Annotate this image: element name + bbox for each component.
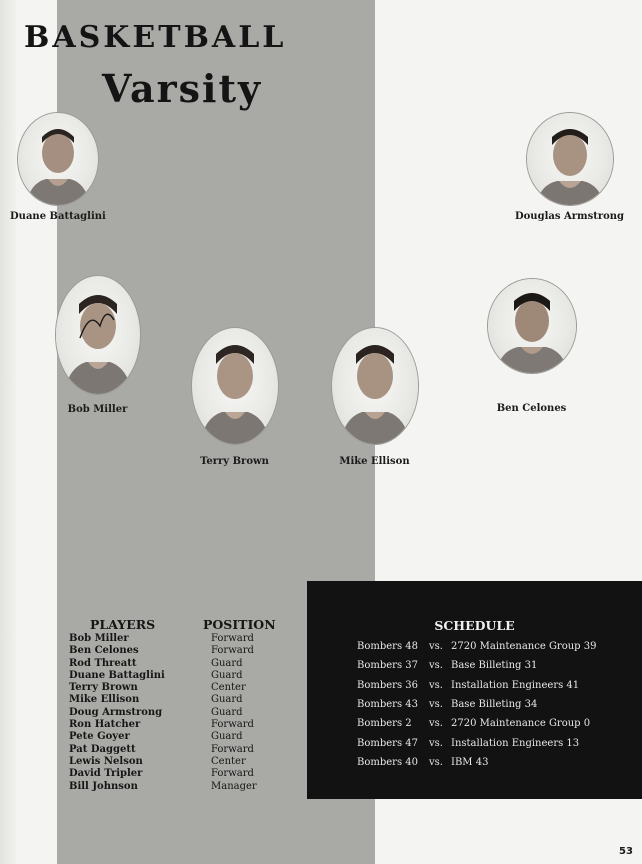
portrait-image xyxy=(527,113,613,205)
game-vs: vs. xyxy=(429,680,443,691)
game-opponent: Installation Engineers 13 xyxy=(451,738,580,749)
game-home-score: Bombers 47 xyxy=(357,738,418,749)
roster-player-position: Forward xyxy=(211,719,254,731)
portrait-figure xyxy=(56,276,140,394)
roster-player-position: Guard xyxy=(211,669,243,681)
player-name: Terry Brown xyxy=(200,456,269,467)
player-name: Bob Miller xyxy=(67,404,128,415)
roster-player-position: Manager xyxy=(211,780,257,792)
roster-player-name: Lewis Nelson xyxy=(69,755,143,767)
game-home-score: Bombers 48 xyxy=(357,641,418,652)
roster-player-name: Ben Celones xyxy=(69,645,139,657)
schedule-game xyxy=(357,660,537,671)
player-name: Mike Ellison xyxy=(339,456,410,467)
roster-player-position: Forward xyxy=(211,633,254,644)
game-opponent: 2720 Maintenance Group 0 xyxy=(451,718,591,729)
roster-player-position: Guard xyxy=(211,706,243,718)
schedule-game xyxy=(357,680,579,691)
game-vs: vs. xyxy=(429,757,443,768)
schedule-game xyxy=(357,757,488,768)
game-home-score: Bombers 37 xyxy=(357,660,418,671)
game-opponent: IBM 43 xyxy=(451,757,489,768)
roster-player-position: Center xyxy=(211,755,246,767)
players-header: PLAYERS xyxy=(90,617,156,632)
player-name: Douglas Armstrong xyxy=(514,211,625,222)
schedule-game xyxy=(357,641,596,652)
game-opponent: Installation Engineers 41 xyxy=(451,680,580,691)
game-vs: vs. xyxy=(429,738,443,749)
roster-player-name: David Tripler xyxy=(69,768,143,780)
roster-player-name: Duane Battaglini xyxy=(69,669,165,681)
game-home-score: Bombers 43 xyxy=(357,699,418,710)
player-photo-ben-celones xyxy=(484,279,579,414)
game-vs: vs. xyxy=(429,718,443,729)
game-vs: vs. xyxy=(429,699,443,710)
portrait-figure xyxy=(18,113,98,205)
roster-player-name: Rod Threatt xyxy=(69,657,137,669)
game-home-score: Bombers 40 xyxy=(357,757,418,768)
roster-player-name: Mike Ellison xyxy=(69,694,140,706)
game-home-score: Bombers 2 xyxy=(357,718,412,729)
roster-player-name: Pat Daggett xyxy=(69,743,136,755)
portrait-figure xyxy=(488,279,576,373)
schedule-panel xyxy=(307,581,642,799)
player-names-column xyxy=(69,633,165,793)
player-positions-column xyxy=(211,633,257,793)
schedule-game xyxy=(357,738,579,749)
portrait-image xyxy=(488,279,576,373)
game-opponent: Base Billeting 34 xyxy=(451,699,538,710)
page-subtitle: Varsity xyxy=(102,66,263,111)
roster-player-position: Guard xyxy=(211,657,243,669)
schedule-title: SCHEDULE xyxy=(434,618,515,633)
roster-player-name: Bob Miller xyxy=(69,633,129,644)
game-opponent: 2720 Maintenance Group 39 xyxy=(451,641,597,652)
game-vs: vs. xyxy=(429,641,443,652)
portrait-figure xyxy=(527,113,613,205)
player-photo-mike-ellison xyxy=(327,328,422,467)
portrait-figure xyxy=(332,328,418,444)
portrait-image xyxy=(18,113,98,205)
roster-player-name: Pete Goyer xyxy=(69,731,130,743)
roster-player-name: Terry Brown xyxy=(69,682,138,694)
roster-player-name: Bill Johnson xyxy=(69,780,138,792)
player-name: Ben Celones xyxy=(496,403,567,414)
player-photo-bob-miller xyxy=(50,276,145,415)
player-photo-douglas-armstrong xyxy=(512,113,627,222)
roster-player-position: Center xyxy=(211,682,246,694)
page-title: BASKETBALL xyxy=(24,20,287,55)
schedule-game xyxy=(357,699,537,710)
roster-player-position: Forward xyxy=(211,645,254,657)
portrait-image xyxy=(56,276,140,394)
schedule-game xyxy=(357,718,590,729)
roster-player-position: Guard xyxy=(211,731,243,743)
portrait-figure xyxy=(192,328,278,444)
roster-player-position: Guard xyxy=(211,694,243,706)
roster-player-name: Ron Hatcher xyxy=(69,719,141,731)
page-number: 53 xyxy=(619,846,633,857)
player-photo-terry-brown xyxy=(187,328,282,467)
roster-player-position: Forward xyxy=(211,743,254,755)
position-header: POSITION xyxy=(203,617,276,632)
game-home-score: Bombers 36 xyxy=(357,680,418,691)
player-name: Duane Battaglini xyxy=(10,211,106,222)
player-photo-duane-battaglini xyxy=(10,113,105,222)
portrait-image xyxy=(192,328,278,444)
portrait-image xyxy=(332,328,418,444)
roster-player-position: Forward xyxy=(211,768,254,780)
game-vs: vs. xyxy=(429,660,443,671)
roster-player-name: Doug Armstrong xyxy=(69,706,163,718)
game-opponent: Base Billeting 31 xyxy=(451,660,538,671)
